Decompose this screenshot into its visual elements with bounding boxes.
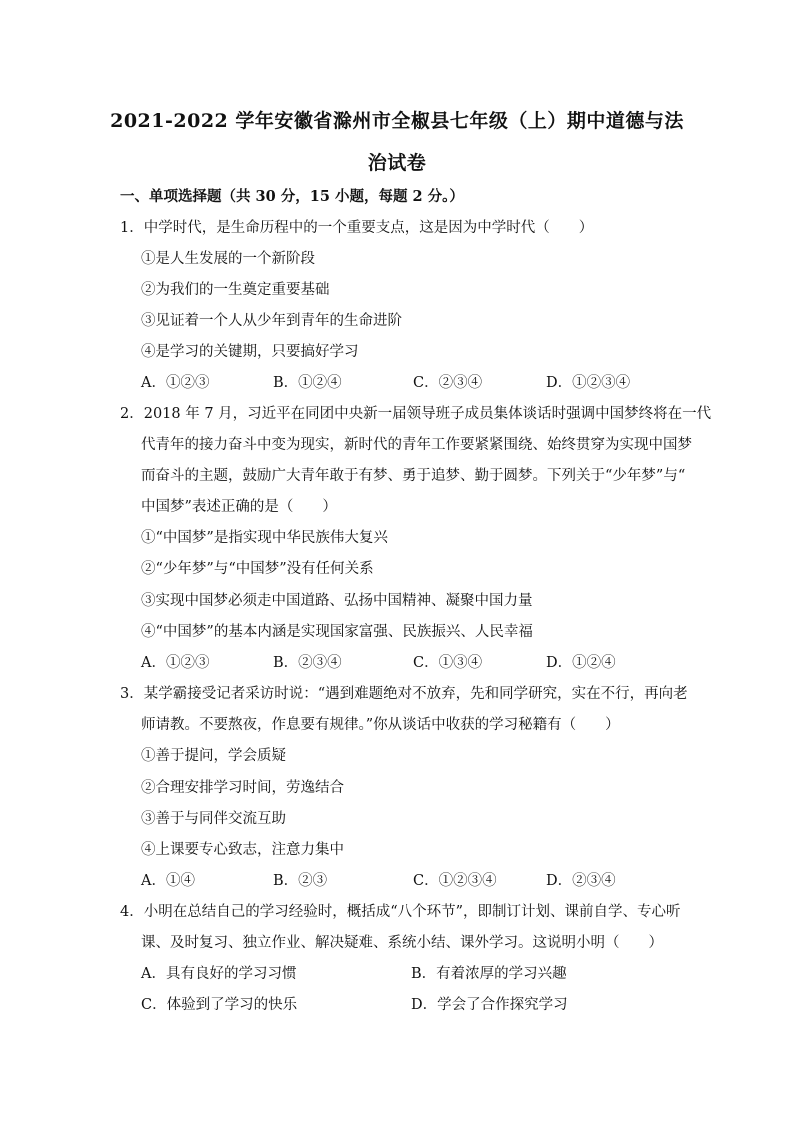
question-1-choice-2: ②为我们的一生奠定重要基础: [141, 282, 330, 298]
section-heading: 一、单项选择题（共 30 分，15 小题，每题 2 分。）: [120, 188, 464, 205]
question-1-choice-4: ④是学习的关键期，只要搞好学习: [141, 344, 359, 360]
question-3-choice-4: ④上课要专心致志，注意力集中: [141, 842, 344, 858]
question-1-choice-3: ③见证着一个人从少年到青年的生命进阶: [141, 313, 402, 329]
option-b: B．有着浓厚的学习兴趣: [411, 966, 567, 982]
option-c: C．①③④: [413, 655, 483, 671]
question-3-choice-1: ①善于提问，学会质疑: [141, 748, 286, 764]
option-a: A．①④: [141, 873, 195, 889]
question-3-stem-line-2: 师请教。不要熬夜，作息要有规律。”你从谈话中收获的学习秘籍有（ ）: [141, 717, 620, 733]
question-3-stem-line-1: 3．某学霸接受记者采访时说：“遇到难题绝对不放弃，先和同学研究，实在不行，再向老: [120, 686, 688, 702]
question-4-stem-line-2: 课、及时复习、独立作业、解决疑难、系统小结、课外学习。这说明小明（ ）: [141, 935, 663, 951]
option-b: B．①②④: [273, 375, 342, 391]
question-2-stem-line-3: 而奋斗的主题，鼓励广大青年敢于有梦、勇于追梦、勤于圆梦。下列关于“少年梦”与“: [141, 468, 686, 484]
option-b: B．②③: [273, 873, 328, 889]
option-d: D．①②③④: [546, 375, 631, 391]
exam-title-line-1: 2021-2022 学年安徽省滁州市全椒县七年级（上）期中道德与法: [110, 110, 684, 132]
question-4-stem-line-1: 4．小明在总结自己的学习经验时，概括成“八个环节”，即制订计划、课前自学、专心听: [120, 904, 681, 920]
question-2-stem-line-2: 代青年的接力奋斗中变为现实，新时代的青年工作要紧紧围绕、始终贯穿为实现中国梦: [141, 437, 692, 453]
exam-title-line-2: 治试卷: [367, 152, 427, 174]
option-c: C．②③④: [413, 375, 483, 391]
option-d: D．②③④: [546, 873, 616, 889]
question-2-stem-line-4: 中国梦”表述正确的是（ ）: [141, 499, 337, 515]
question-2-choice-1: ①“中国梦”是指实现中华民族伟大复兴: [141, 530, 388, 546]
question-2-choice-4: ④“中国梦”的基本内涵是实现国家富强、民族振兴、人民幸福: [141, 624, 533, 640]
question-2-choice-2: ②“少年梦”与“中国梦”没有任何关系: [141, 561, 374, 577]
question-1-stem: 1．中学时代，是生命历程中的一个重要支点，这是因为中学时代（ ）: [120, 220, 594, 236]
question-3-choice-2: ②合理安排学习时间，劳逸结合: [141, 780, 344, 796]
option-d: D．学会了合作探究学习: [411, 997, 568, 1013]
option-a: A．①②③: [141, 655, 210, 671]
option-a: A．具有良好的学习习惯: [141, 966, 297, 982]
option-a: A．①②③: [141, 375, 210, 391]
question-3-choice-3: ③善于与同伴交流互助: [141, 811, 286, 827]
option-b: B．②③④: [273, 655, 342, 671]
option-c: C．①②③④: [413, 873, 497, 889]
question-2-choice-3: ③实现中国梦必须走中国道路、弘扬中国精神、凝聚中国力量: [141, 593, 533, 609]
question-2-stem-line-1: 2．2018 年 7 月，习近平在同团中央新一届领导班子成员集体谈话时强调中国梦终将在一代: [120, 406, 712, 422]
question-1-choice-1: ①是人生发展的一个新阶段: [141, 251, 315, 267]
option-d: D．①②④: [546, 655, 616, 671]
option-c: C．体验到了学习的快乐: [141, 997, 298, 1013]
